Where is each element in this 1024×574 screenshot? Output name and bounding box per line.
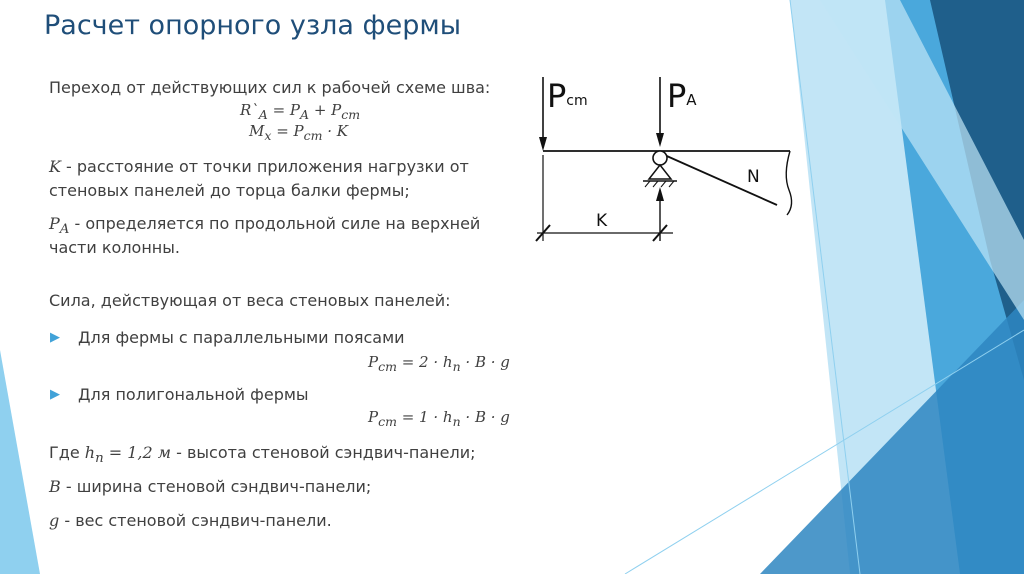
where-line-1: [49, 443, 476, 466]
pa-definition-line2: части колонны.: [49, 238, 180, 257]
reaction-arrow-head: [656, 187, 664, 201]
pa-arrow-head: [656, 133, 664, 147]
k-definition-line2: стеновых панелей до торца балки фермы;: [49, 181, 410, 200]
k-symbol: K: [49, 157, 61, 176]
bullet-2-text: Для полигональной фермы: [78, 385, 309, 404]
where-line-3: [49, 511, 332, 530]
bullet-1-formula: $P_{cm} = 2 \cdot h_п \cdot B \cdot g$: [368, 353, 510, 374]
formula-ra: $R`_A = P_A + P_{cm}$: [240, 101, 361, 122]
where-line-2: [49, 477, 371, 496]
where-hp-formula: $h_п = 1,2$ м: [84, 443, 172, 467]
ground-hatch: [669, 181, 674, 187]
where-g-symbol: g: [49, 511, 60, 530]
bullet-arrow-icon: ▶: [50, 387, 60, 402]
hinge-circle: [653, 151, 667, 165]
bullet-2-formula: $P_{cm} = 1 \cdot h_п \cdot B \cdot g$: [368, 408, 510, 429]
label-pcm: Pcm: [547, 77, 588, 115]
page-title: Расчет опорного узла фермы: [44, 10, 462, 41]
intro-text: Переход от действующих сил к рабочей схеме шва:: [49, 78, 491, 97]
bullet-1-text: Для фермы с параллельными поясами: [78, 328, 405, 347]
pcm-arrow-head: [539, 137, 547, 151]
ground-hatch: [645, 181, 650, 187]
label-n: N: [747, 167, 760, 187]
where-g-desc: - вес стеновой сэндвич-панели.: [59, 511, 332, 530]
k-desc-1: - расстояние от точки приложения нагрузки от: [60, 157, 469, 176]
support-node-diagram: [525, 65, 805, 260]
formula-mx: $M_x = P_{cm} \cdot K$: [249, 122, 348, 143]
where-hp-desc: - высота стеновой сэндвич-панели;: [171, 443, 476, 462]
where-b-symbol: B: [49, 477, 61, 496]
pa-desc-1: - определяется по продольной силе на верхней: [69, 214, 481, 233]
ground-hatch: [661, 181, 666, 187]
k-definition-line1: [49, 157, 469, 176]
break-mark: [786, 151, 791, 215]
ground-hatch: [653, 181, 658, 187]
label-pa: PA: [667, 77, 697, 115]
bullet-arrow-icon: ▶: [50, 330, 60, 345]
where-prefix: Где: [49, 443, 85, 462]
label-k: K: [596, 211, 608, 231]
where-b-desc: - ширина стеновой сэндвич-панели;: [60, 477, 372, 496]
force-heading: Сила, действующая от веса стеновых панелей:: [49, 291, 451, 310]
pa-definition-line1: [49, 214, 480, 237]
support-triangle: [649, 165, 671, 179]
pa-symbol: $P_A$: [49, 214, 70, 238]
deco-left-sliver: [0, 350, 40, 574]
